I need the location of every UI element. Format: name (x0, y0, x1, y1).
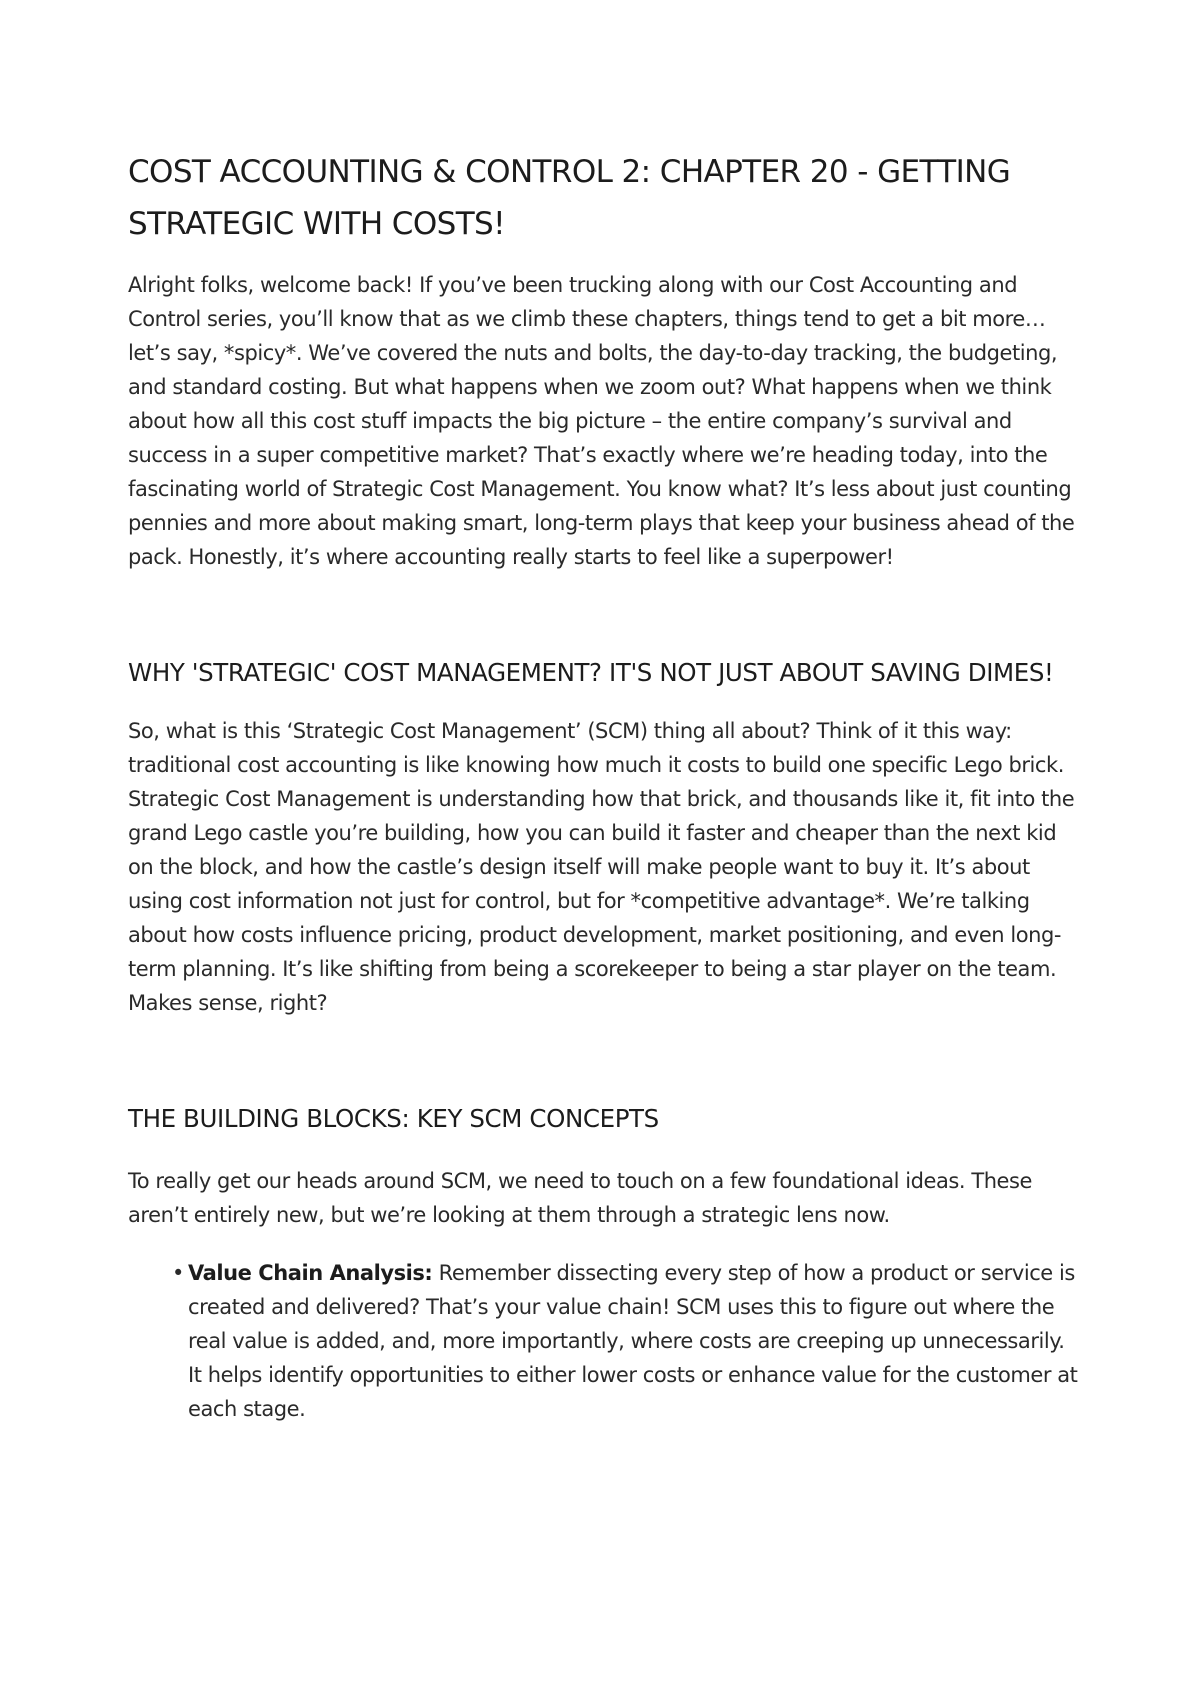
concept-description: Remember dissecting every step of how a product or service is created and delivered? That’s your value chain! SCM uses this to figure out where the real value is added, and, more importantly, where costs are creeping up unnecessarily. It helps identify opportunities to either lower costs or enhance value for the customer at each stage. (188, 1261, 1078, 1421)
document-title: COST ACCOUNTING & CONTROL 2: CHAPTER 20 - GETTING STRATEGIC WITH COSTS! (128, 154, 1011, 242)
section-heading-why-strategic: WHY 'STRATEGIC' COST MANAGEMENT? IT'S NOT JUST ABOUT SAVING DIMES! (128, 658, 1054, 687)
concept-term: Value Chain Analysis: (188, 1261, 433, 1285)
section-body-why-strategic: So, what is this ‘Strategic Cost Management’ (SCM) thing all about? Think of it this way: traditional cost accounting is like knowing how much it costs to build one specific Lego brick. Strategic Cost Management is understanding how that brick, and thousands like it, fit into the grand Lego castle you’re building, how you can build it faster and cheaper than the next kid on the block, and how the castle’s design itself will make people want to buy it. It’s about using cost information not just for control, but for *competitive advantage*. We’re talking about how costs influence pricing, product development, market positioning, and even long-term planning. It’s like shifting from being a scorekeeper to being a star player on the team. Makes sense, right? (128, 719, 1075, 1015)
bullet-marker: • (172, 1261, 184, 1285)
intro-paragraph: Alright folks, welcome back! If you’ve been trucking along with our Cost Accounting and Control series, you’ll know that as we climb these chapters, things tend to get a bit more… let’s say, *spicy*. We’ve covered the nuts and bolts, the day-to-day tracking, the budgeting, and standard costing. But what happens when we zoom out? What happens when we think about how all this cost stuff impacts the big picture – the entire company’s survival and success in a super competitive market? That’s exactly where we’re heading today, into the fascinating world of Strategic Cost Management. You know what? It’s less about just counting pennies and more about making smart, long-term plays that keep your business ahead of the pack. Honestly, it’s where accounting really starts to feel like a superpower! (128, 273, 1075, 569)
list-item (172, 1256, 1083, 1426)
document-page (128, 146, 1083, 1426)
section-heading-building-blocks: THE BUILDING BLOCKS: KEY SCM CONCEPTS (128, 1104, 659, 1133)
section-body-building-blocks: To really get our heads around SCM, we need to touch on a few foundational ideas. These aren’t entirely new, but we’re looking at them through a strategic lens now. (128, 1169, 1032, 1227)
concept-list (128, 1256, 1083, 1426)
